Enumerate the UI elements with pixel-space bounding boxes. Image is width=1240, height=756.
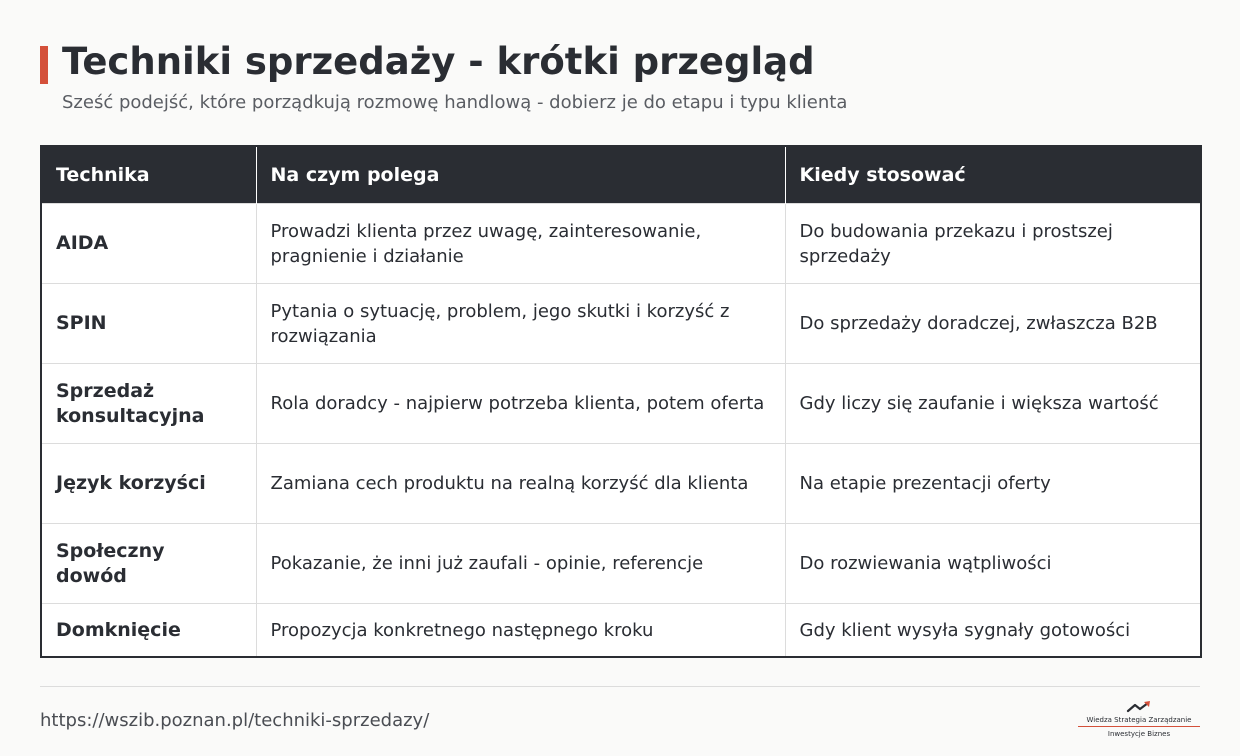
technique-when: Do rozwiewania wątpliwości [785, 524, 1201, 604]
page-title: Techniki sprzedaży - krótki przegląd [62, 40, 815, 83]
technique-name: AIDA [41, 204, 256, 284]
page-subtitle: Sześć podejść, które porządkują rozmowę handlową - dobierz je do etapu i typu klienta [62, 92, 848, 113]
technique-description: Rola doradcy - najpierw potrzeba klienta, potem oferta [256, 364, 785, 444]
table-row [41, 604, 1201, 658]
table-row [41, 524, 1201, 604]
technique-name: Społeczny dowód [41, 524, 256, 604]
technique-name: SPIN [41, 284, 256, 364]
technique-name: Język korzyści [41, 444, 256, 524]
title-accent-bar [40, 46, 48, 84]
techniques-table [40, 145, 1202, 658]
technique-when: Na etapie prezentacji oferty [785, 444, 1201, 524]
logo-text-line2: Inwestycje Biznes [1107, 730, 1171, 738]
source-link[interactable]: https://wszib.poznan.pl/techniki-sprzedazy/ [40, 710, 430, 731]
table-row [41, 284, 1201, 364]
technique-when: Do sprzedaży doradczej, zwłaszcza B2B [785, 284, 1201, 364]
table-row [41, 364, 1201, 444]
technique-description: Pytania o sytuację, problem, jego skutki i korzyść z rozwiązania [256, 284, 785, 364]
technique-name: Domknięcie [41, 604, 256, 658]
logo-divider [1078, 726, 1200, 727]
technique-when: Gdy klient wysyła sygnały gotowości [785, 604, 1201, 658]
trend-arrow-icon [1126, 700, 1152, 714]
column-header-description: Na czym polega [256, 146, 785, 204]
technique-when: Do budowania przekazu i prostszej sprzedaży [785, 204, 1201, 284]
logo-text-line1: Wiedza Strategia Zarządzanie [1086, 716, 1192, 724]
column-header-when: Kiedy stosować [785, 146, 1201, 204]
technique-name: Sprzedaż konsultacyjna [41, 364, 256, 444]
wszib-logo [1076, 700, 1202, 742]
footer-divider [40, 686, 1200, 687]
column-header-technique: Technika [41, 146, 256, 204]
technique-description: Propozycja konkretnego następnego kroku [256, 604, 785, 658]
technique-description: Pokazanie, że inni już zaufali - opinie, referencje [256, 524, 785, 604]
table-row [41, 444, 1201, 524]
table-header-row [41, 146, 1201, 204]
technique-description: Zamiana cech produktu na realną korzyść dla klienta [256, 444, 785, 524]
table-row [41, 204, 1201, 284]
technique-when: Gdy liczy się zaufanie i większa wartość [785, 364, 1201, 444]
technique-description: Prowadzi klienta przez uwagę, zainteresowanie, pragnienie i działanie [256, 204, 785, 284]
